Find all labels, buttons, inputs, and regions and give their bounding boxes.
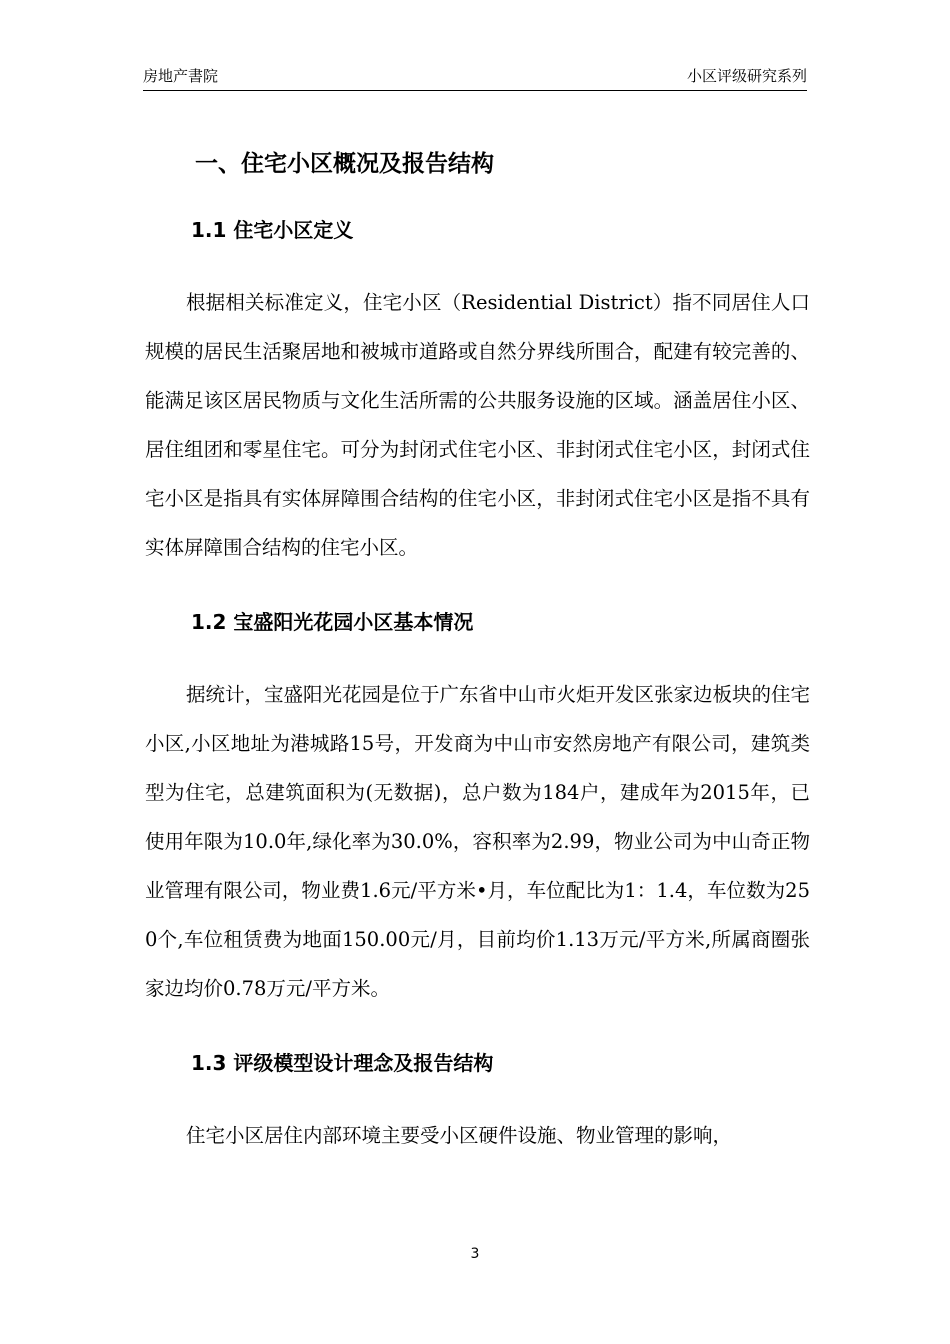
chapter-title: 一、住宅小区概况及报告结构 [195, 151, 494, 177]
section-heading-1-3: 1.3 评级模型设计理念及报告结构 [191, 1051, 494, 1075]
section-paragraph-1-3: 住宅小区居住内部环境主要受小区硬件设施、物业管理的影响， [186, 1124, 733, 1147]
page-number: 3 [470, 1246, 480, 1262]
section-paragraph-1-2: 据统计，宝盛阳光花园是位于广东省中山市火炬开发区张家边板块的住宅小区,小区地址为港城路15号，开发商为中山市安然房地产有限公司，建筑类型为住宅，总建筑面积为(无数据)，总户数为184户，建成年为2015年，已使用年限为10.0年,绿化率为30.0%，容积率为2.99，物业公司为中山奇正物业管理有限公司，物业费1.6元/平方米•月，车位配比为1：1.4，车位数为250个,车位租赁费为地面150.00元/月，目前均价1.13万元/平方米,所属商圈张家边均价0.78万元/平方米。 [145, 683, 811, 1000]
section-heading-1-1: 1.1 住宅小区定义 [191, 218, 354, 242]
header-divider [143, 90, 807, 91]
header-left-title: 房地产書院 [143, 67, 219, 85]
header-right-title: 小区评级研究系列 [686, 67, 807, 85]
document-body [145, 140, 810, 1188]
section-paragraph-1-1: 根据相关标准定义，住宅小区（Residential District）指不同居住人口规模的居民生活聚居地和被城市道路或自然分界线所围合，配建有较完善的、能满足该区居民物质与文化生活所需的公共服务设施的区域。涵盖居住小区、居住组团和零星住宅。可分为封闭式住宅小区、非封闭式住宅小区，封闭式住宅小区是指具有实体屏障围合结构的住宅小区，非封闭式住宅小区是指不具有实体屏障围合结构的住宅小区。 [145, 291, 810, 559]
section-heading-1-2: 1.2 宝盛阳光花园小区基本情况 [191, 610, 474, 634]
